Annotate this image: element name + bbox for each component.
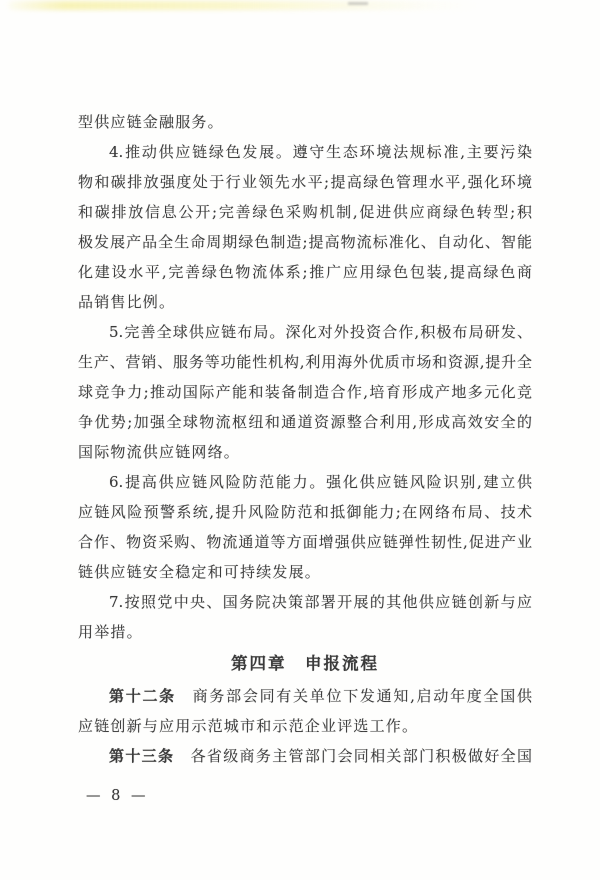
line-text: 化建设水平,完善绿色物流体系;推广应用绿色包装,提高绿色商 bbox=[78, 263, 532, 281]
line-text: 品销售比例。 bbox=[78, 293, 176, 311]
text-line bbox=[78, 587, 532, 617]
line-text: 生产、营销、服务等功能性机构,利用海外优质市场和资源,提升全 bbox=[78, 353, 532, 371]
line-text: 争优势;加强全球物流枢纽和通道资源整合利用,形成高效安全的 bbox=[78, 413, 532, 431]
chapter-heading bbox=[78, 647, 532, 681]
text-line bbox=[78, 437, 532, 467]
page-number: — 8 — bbox=[86, 788, 149, 804]
line-text: 用举措。 bbox=[78, 623, 143, 641]
line-text: 和碳排放信息公开;完善绿色采购机制,促进供应商绿色转型;积 bbox=[78, 203, 532, 221]
text-line bbox=[78, 711, 532, 741]
article-number: 第十三条 bbox=[109, 747, 175, 765]
text-line bbox=[78, 197, 532, 227]
line-text: 5.完善全球供应链布局。深化对外投资合作,积极布局研发、 bbox=[109, 323, 532, 341]
text-line bbox=[78, 741, 532, 771]
text-line bbox=[78, 497, 532, 527]
line-text: 6.提高供应链风险防范能力。强化供应链风险识别,建立供 bbox=[109, 473, 532, 491]
line-text: 商务部会同有关单位下发通知,启动年度全国供 bbox=[175, 687, 532, 705]
text-line bbox=[78, 617, 532, 647]
text-line bbox=[78, 407, 532, 437]
line-text: 链供应链安全稳定和可持续发展。 bbox=[78, 563, 322, 581]
document-body bbox=[78, 107, 532, 771]
text-line bbox=[78, 317, 532, 347]
text-line bbox=[78, 257, 532, 287]
line-text: 4.推动供应链绿色发展。遵守生态环境法规标准,主要污染 bbox=[109, 143, 532, 161]
line-text: 合作、物资采购、物流通道等方面增强供应链弹性韧性,促进产业 bbox=[78, 533, 532, 551]
line-text: 物和碳排放强度处于行业领先水平;提高绿色管理水平,强化环境 bbox=[78, 173, 532, 191]
text-line bbox=[78, 377, 532, 407]
line-text: 应链风险预警系统,提升风险防范和抵御能力;在网络布局、技术 bbox=[78, 503, 532, 521]
line-text: 各省级商务主管部门会同相关部门积极做好全国 bbox=[174, 747, 532, 765]
line-text: 应链创新与应用示范城市和示范企业评选工作。 bbox=[78, 717, 419, 735]
article-number: 第十二条 bbox=[109, 687, 176, 705]
line-text: 极发展产品全生命周期绿色制造;提高物流标准化、自动化、智能 bbox=[78, 233, 532, 251]
scanner-streak-artifact bbox=[8, 1, 478, 10]
scanner-dash-artifact bbox=[348, 2, 368, 5]
line-text: 型供应链金融服务。 bbox=[78, 113, 224, 131]
text-line bbox=[78, 167, 532, 197]
text-line bbox=[78, 467, 532, 497]
text-line bbox=[78, 287, 532, 317]
line-text: 国际物流供应链网络。 bbox=[78, 443, 241, 461]
text-line bbox=[78, 137, 532, 167]
line-text: 第四章 申报流程 bbox=[231, 654, 379, 673]
text-line bbox=[78, 347, 532, 377]
text-line bbox=[78, 227, 532, 257]
text-line bbox=[78, 527, 532, 557]
line-text: 球竞争力;推动国际产能和装备制造合作,培育形成产地多元化竞 bbox=[78, 383, 532, 401]
line-text: 7.按照党中央、国务院决策部署开展的其他供应链创新与应 bbox=[109, 593, 532, 611]
text-line bbox=[78, 557, 532, 587]
text-line bbox=[78, 107, 532, 137]
text-line bbox=[78, 681, 532, 711]
